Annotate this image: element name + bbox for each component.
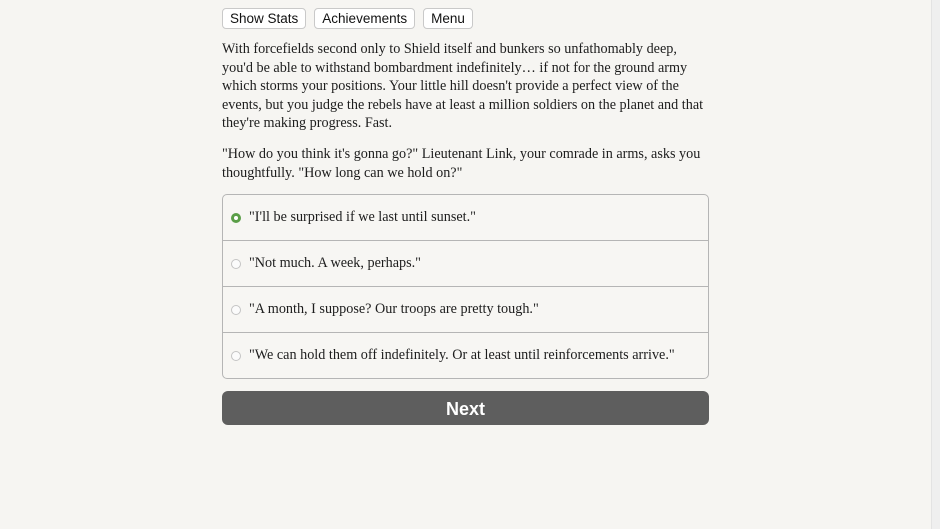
choice-label: "A month, I suppose? Our troops are pretty tough." [249, 301, 539, 318]
radio-icon[interactable] [231, 351, 241, 361]
story-paragraph: "How do you think it's gonna go?" Lieutenant Link, your comrade in arms, asks you thoughtfully. "How long can we hold on?" [222, 145, 701, 181]
radio-icon[interactable] [231, 305, 241, 315]
radio-icon[interactable] [231, 259, 241, 269]
choice-option[interactable] [223, 240, 708, 286]
main-column [222, 8, 709, 425]
choice-label: "I'll be surprised if we last until sunset." [249, 209, 476, 226]
choice-label: "Not much. A week, perhaps." [249, 255, 421, 272]
show-stats-button[interactable]: Show Stats [222, 8, 306, 29]
choice-option[interactable] [223, 286, 708, 332]
page-scrollbar[interactable] [931, 0, 940, 529]
toolbar [222, 8, 709, 29]
achievements-button[interactable]: Achievements [314, 8, 415, 29]
next-button[interactable]: Next [222, 391, 709, 425]
choice-option[interactable] [223, 332, 708, 378]
choice-label: "We can hold them off indefinitely. Or at least until reinforcements arrive." [249, 347, 675, 364]
choice-option[interactable] [223, 195, 708, 240]
menu-button[interactable]: Menu [423, 8, 473, 29]
radio-selected-icon[interactable] [231, 213, 241, 223]
choice-list [222, 194, 709, 379]
story-paragraph: With forcefields second only to Shield itself and bunkers so unfathomably deep, you'd be able to withstand bombardment indefinitely… if not for the ground army which storms your positions. Your little hill doesn't provide a perfect view of the events, but you judge the rebels have at least a million soldiers on the planet and that they're making progress. Fast. [222, 41, 704, 132]
